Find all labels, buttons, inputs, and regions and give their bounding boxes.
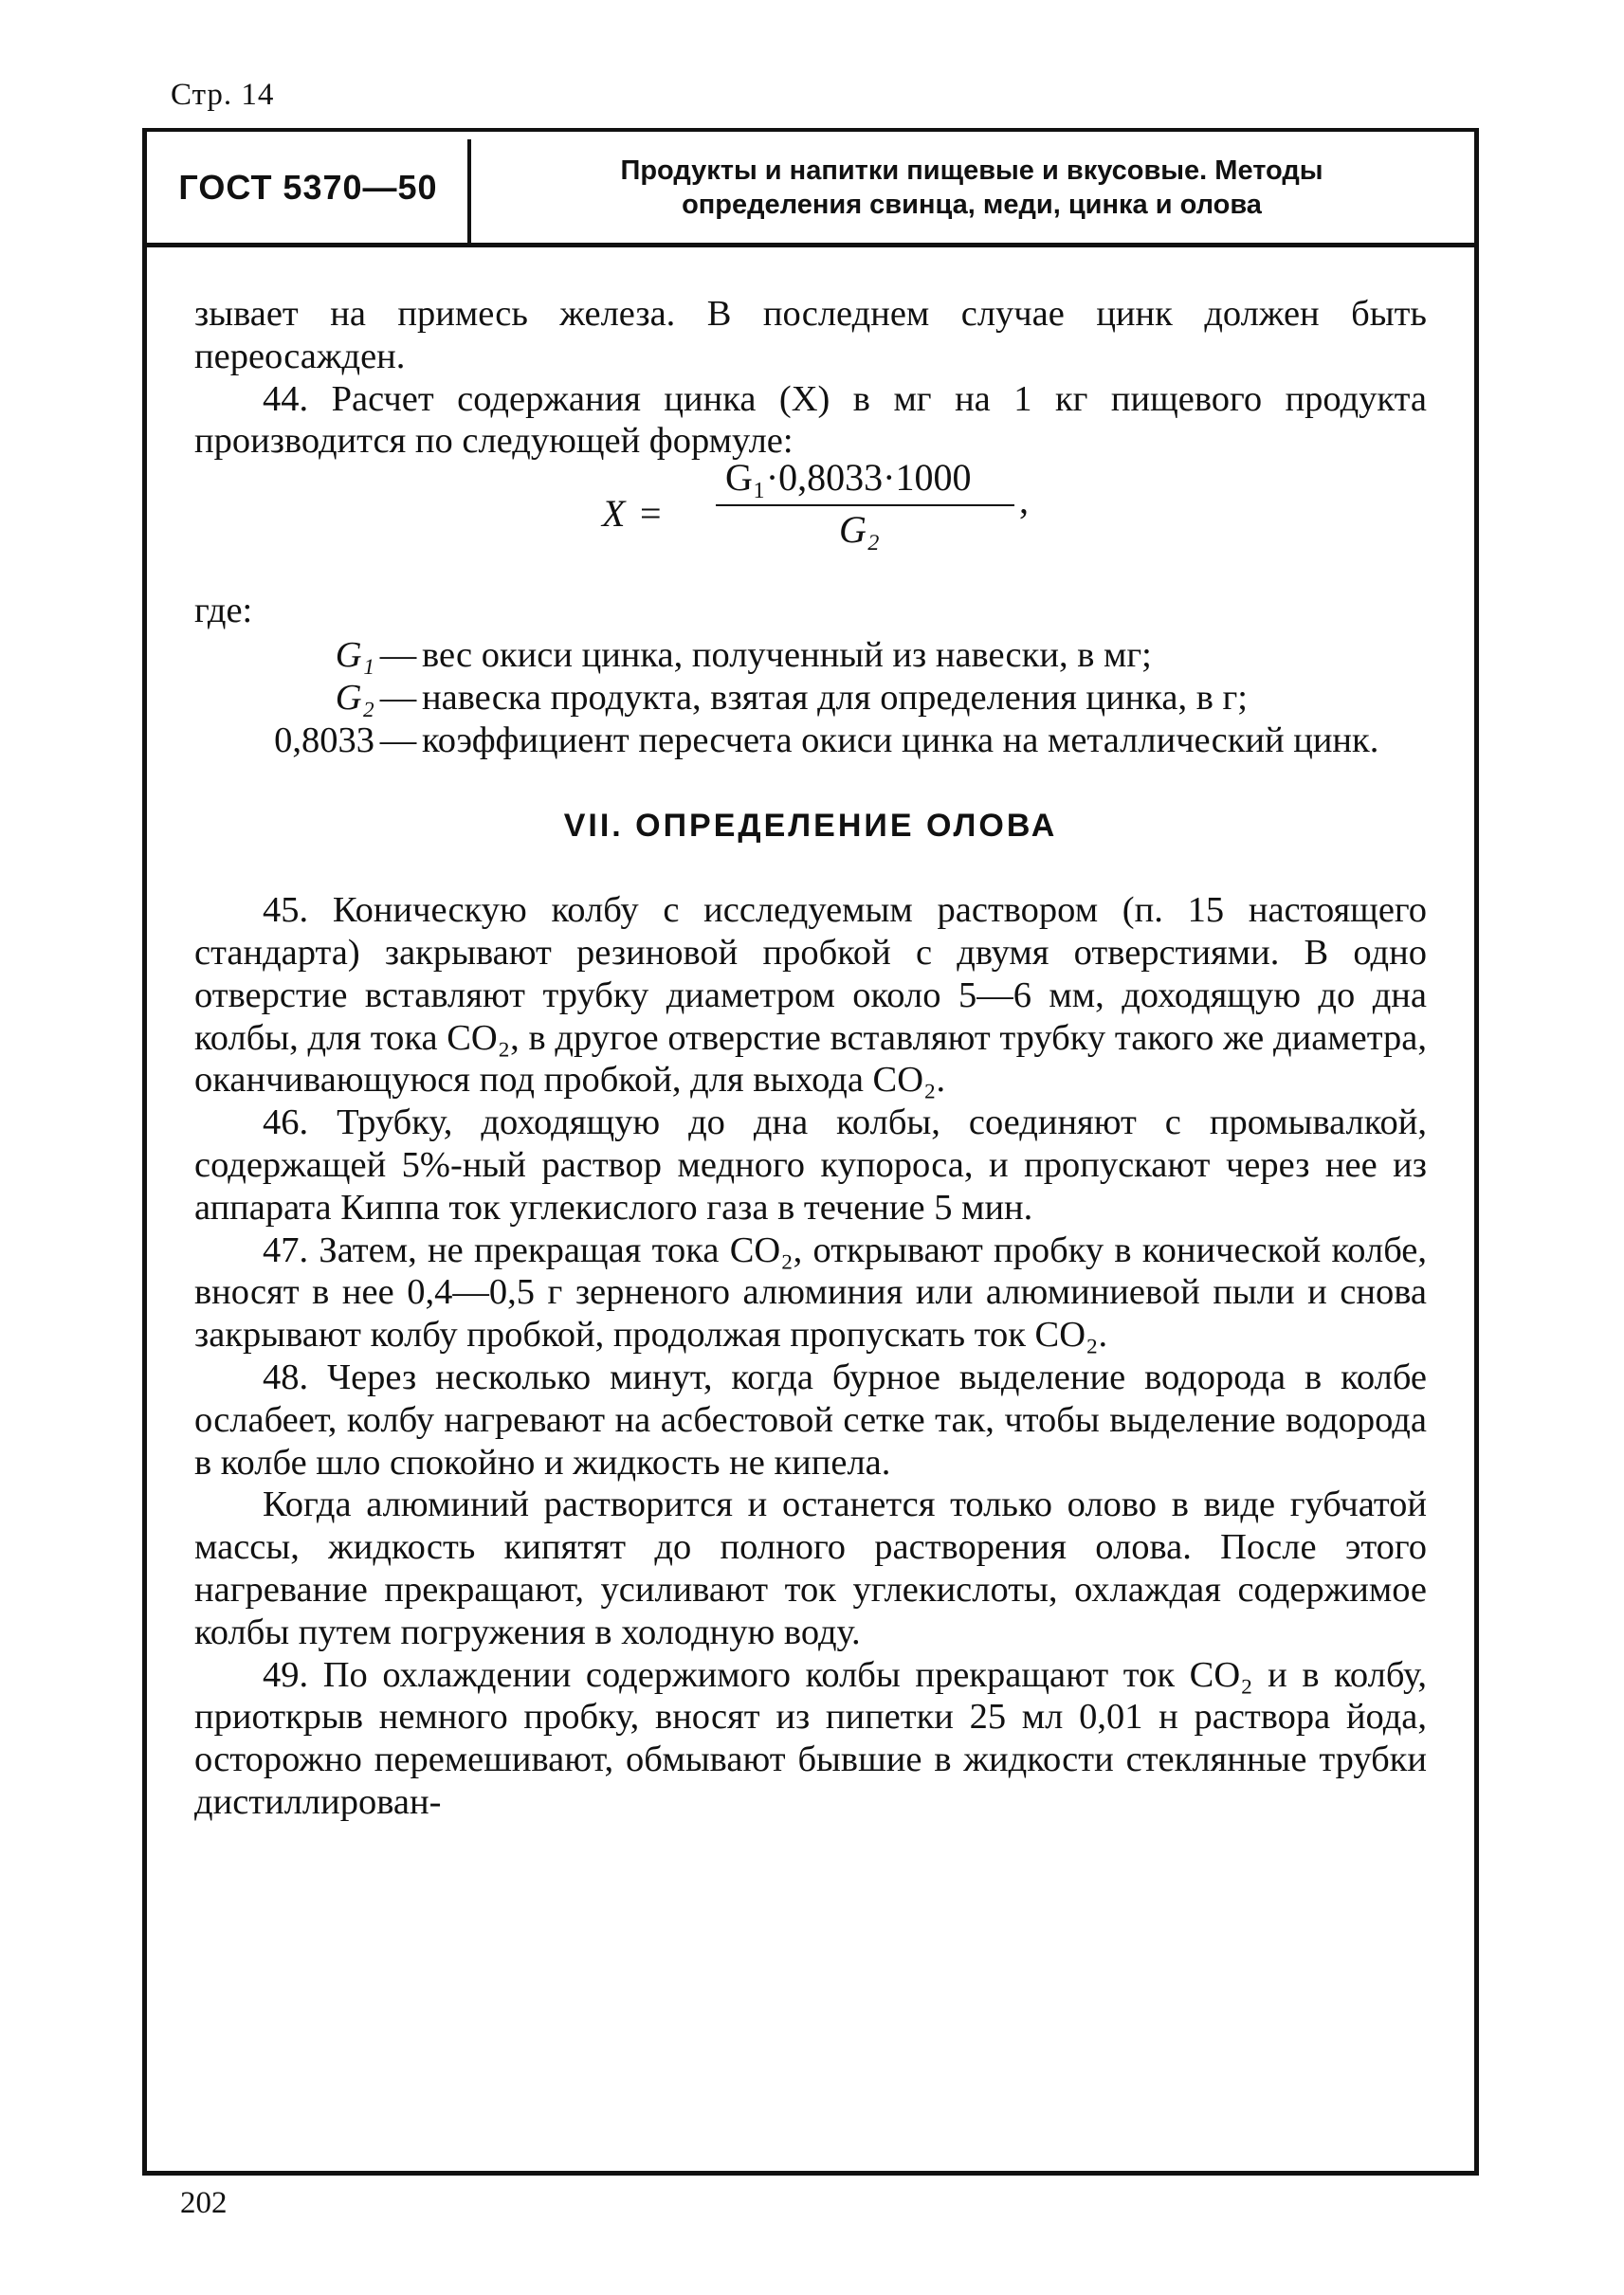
legend-dash: — <box>379 677 417 718</box>
paragraph-44: 44. Расчет содержания цинка (X) в мг на 1 кг пищевого продукта производится по следующей формуле: <box>194 378 1427 462</box>
legend-dash: — <box>379 719 417 760</box>
section-heading: VII. ОПРЕДЕЛЕНИЕ ОЛОВА <box>563 808 1058 845</box>
legend-row <box>194 677 1427 719</box>
legend-dash: — <box>379 634 417 675</box>
legend-text: вес окиси цинка, полученный из навески, в мг; <box>422 634 1152 675</box>
page-number: 202 <box>180 2186 228 2220</box>
where-label: где: <box>194 591 253 631</box>
header-divider <box>467 139 471 246</box>
paragraph-continuation: зывает на примесь железа. В последнем случае цинк должен быть переосажден. <box>194 294 1427 376</box>
paragraph-49: 49. По охлаждении содержимого колбы прекращают ток CO₂ и в колбу, приоткрыв немного пробку, вносят из пипетки 25 мл 0,01 н раствора йода, осторожно перемешивают, обмывают бывшие в жидкости стеклянные трубки дистиллирован- <box>194 1654 1427 1822</box>
document-header <box>147 132 1474 247</box>
formula-equals: = <box>640 492 662 536</box>
zinc-formula <box>194 456 1427 580</box>
legend-symbol: G₁ <box>335 634 374 675</box>
page-frame <box>142 128 1479 2176</box>
standard-code: ГОСТ 5370—50 <box>178 167 438 207</box>
page-label: Стр. 14 <box>171 78 275 112</box>
legend-row <box>194 634 1427 677</box>
document-title-line-1: Продукты и напитки пищевые и вкусовые. Методы <box>620 155 1323 186</box>
paragraph-45: 45. Коническую колбу с исследуемым раствором (п. 15 настоящего стандарта) закрывают резиновой пробкой с двумя отверстиями. В одно отверстие вставляют трубку диаметром около 5—6 мм, доходящую до дна колбы, для тока CO₂, в другое отверстие вставляют трубку такого же диаметра, оканчивающуюся под пробкой, для выхода CO₂. <box>194 890 1427 1101</box>
formula-numerator: G₁·0,8033·1000 <box>725 456 972 500</box>
legend-row <box>194 719 1427 762</box>
formula-lhs: X <box>602 492 626 536</box>
document-body <box>194 293 1427 1824</box>
document-title <box>479 132 1465 243</box>
legend-symbol: G₂ <box>335 677 374 718</box>
legend-text: навеска продукта, взятая для определения цинка, в г; <box>422 677 1248 718</box>
paragraph-47: 47. Затем, не прекращая тока CO₂, открывают пробку в конической колбе, вносят в нее 0,4—0,5 г зерненого алюминия или алюминиевой пыли и снова закрывают колбу пробкой, продолжая пропускать ток CO₂. <box>194 1229 1427 1356</box>
fraction-bar <box>716 504 1014 506</box>
paragraph-46: 46. Трубку, доходящую до дна колбы, соединяют с промывалкой, содержащей 5%-ный раствор медного купороса, и пропускают через нее из аппарата Киппа ток углекислого газа в течение 5 мин. <box>194 1102 1427 1228</box>
paragraph-48: 48. Через несколько минут, когда бурное выделение водорода в колбе ослабеет, колбу нагревают на асбестовой сетке так, чтобы выделение водорода в колбе шло спокойно и жидкость не кипела. <box>194 1357 1427 1483</box>
formula-comma: , <box>1019 479 1029 522</box>
legend-text: коэффициент пересчета окиси цинка на металлический цинк. <box>422 719 1379 760</box>
variable-legend <box>194 634 1427 761</box>
document-title-line-2: определения свинца, меди, цинка и олова <box>682 189 1262 220</box>
paragraph-48-continued: Когда алюминий растворится и останется только олово в виде губчатой массы, жидкость кипятят до полного растворения олова. После этого нагревание прекращают, усиливают ток углекислоты, охлаждая содержимое колбы путем погружения в холодную воду. <box>194 1484 1427 1652</box>
formula-denominator: G₂ <box>839 508 880 552</box>
legend-symbol: 0,8033 <box>274 719 374 760</box>
